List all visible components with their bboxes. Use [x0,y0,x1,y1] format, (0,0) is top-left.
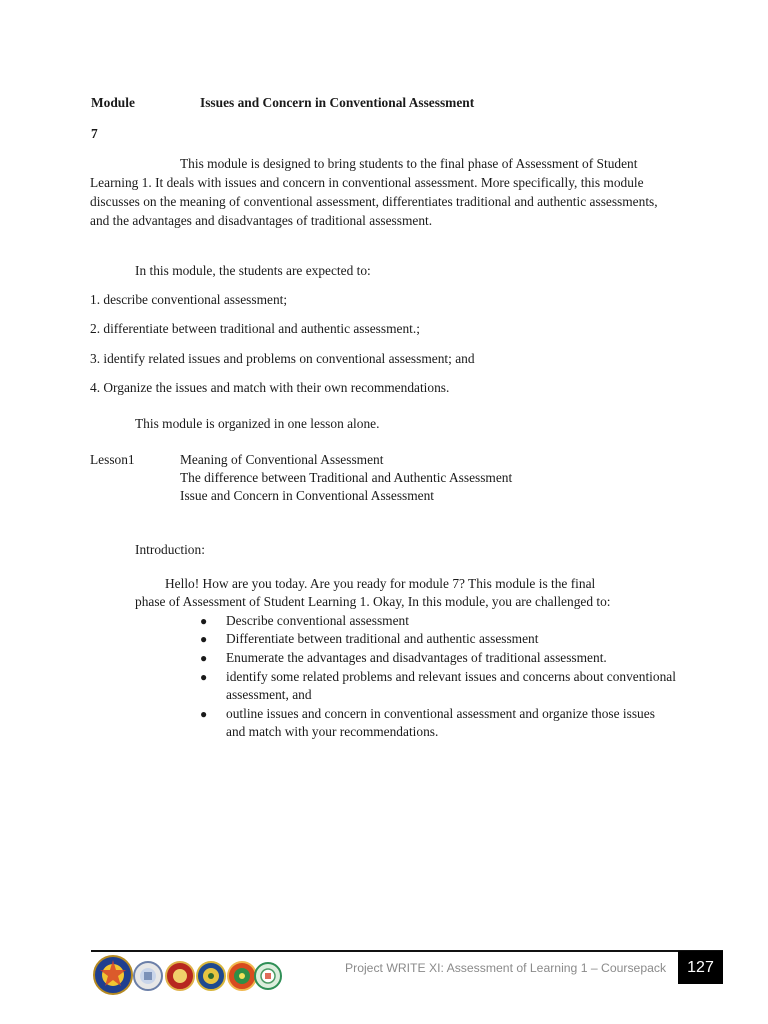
module-label: Module [91,95,135,110]
footer-logos [92,952,282,998]
lesson-topic: The difference between Traditional and Authentic Assessment [180,470,513,485]
objective-item: 3. identify related issues and problems on conventional assessment; and [90,351,475,366]
module-number: 7 [91,126,98,141]
page-number: 127 [678,951,723,984]
seal-icon [134,962,162,990]
seal-icon [94,956,132,994]
footer-caption: Project WRITE XI: Assessment of Learning 1 – Coursepack [345,961,667,975]
bullet-text: outline issues and concern in conventional assessment and organize those issues and match with your recommendations. [226,706,655,739]
bullet-text: identify some related problems and relevant issues and concerns about conventional assessment, and [226,669,676,702]
bullet-icon: ● [200,632,208,646]
lesson-topic: Meaning of Conventional Assessment [180,452,384,467]
lesson-label: Lesson1 [90,452,135,467]
bullet-icon: ● [200,707,208,721]
organization-note: This module is organized in one lesson alone. [135,416,380,431]
introduction-line-1: Hello! How are you today. Are you ready for module 7? This module is the final [165,576,596,591]
bullet-icon: ● [200,670,208,684]
objective-item: 1. describe conventional assessment; [90,292,288,307]
bullet-icon: ● [200,651,208,665]
seal-icon [166,962,194,990]
bullet-text: Describe conventional assessment [226,613,409,628]
seal-icon [197,962,225,990]
bullet-icon: ● [200,614,208,628]
objective-item: 4. Organize the issues and match with their own recommendations. [90,380,450,395]
objectives-intro: In this module, the students are expected to: [135,263,371,278]
lesson-topic: Issue and Concern in Conventional Assessment [180,488,435,503]
seal-icon [228,962,256,990]
objective-item: 2. differentiate between traditional and authentic assessment.; [90,321,420,336]
seal-icon [255,963,281,989]
module-title: Issues and Concern in Conventional Assessment [200,95,475,110]
bullet-text: Differentiate between traditional and authentic assessment [226,631,539,646]
bullet-text: Enumerate the advantages and disadvantages of traditional assessment. [226,650,607,665]
intro-paragraph: This module is designed to bring students to the final phase of Assessment of Student Learning 1. It deals with issues and concern in conventional assessment. More specifically, this module discusses on the meaning of conventional assessment, differentiates traditional and authentic assessments, and the advantages and disadvantages of traditional assessment. [90,156,658,228]
introduction-heading: Introduction: [135,542,205,557]
introduction-line-2: phase of Assessment of Student Learning 1. Okay, In this module, you are challenged to: [135,594,611,609]
